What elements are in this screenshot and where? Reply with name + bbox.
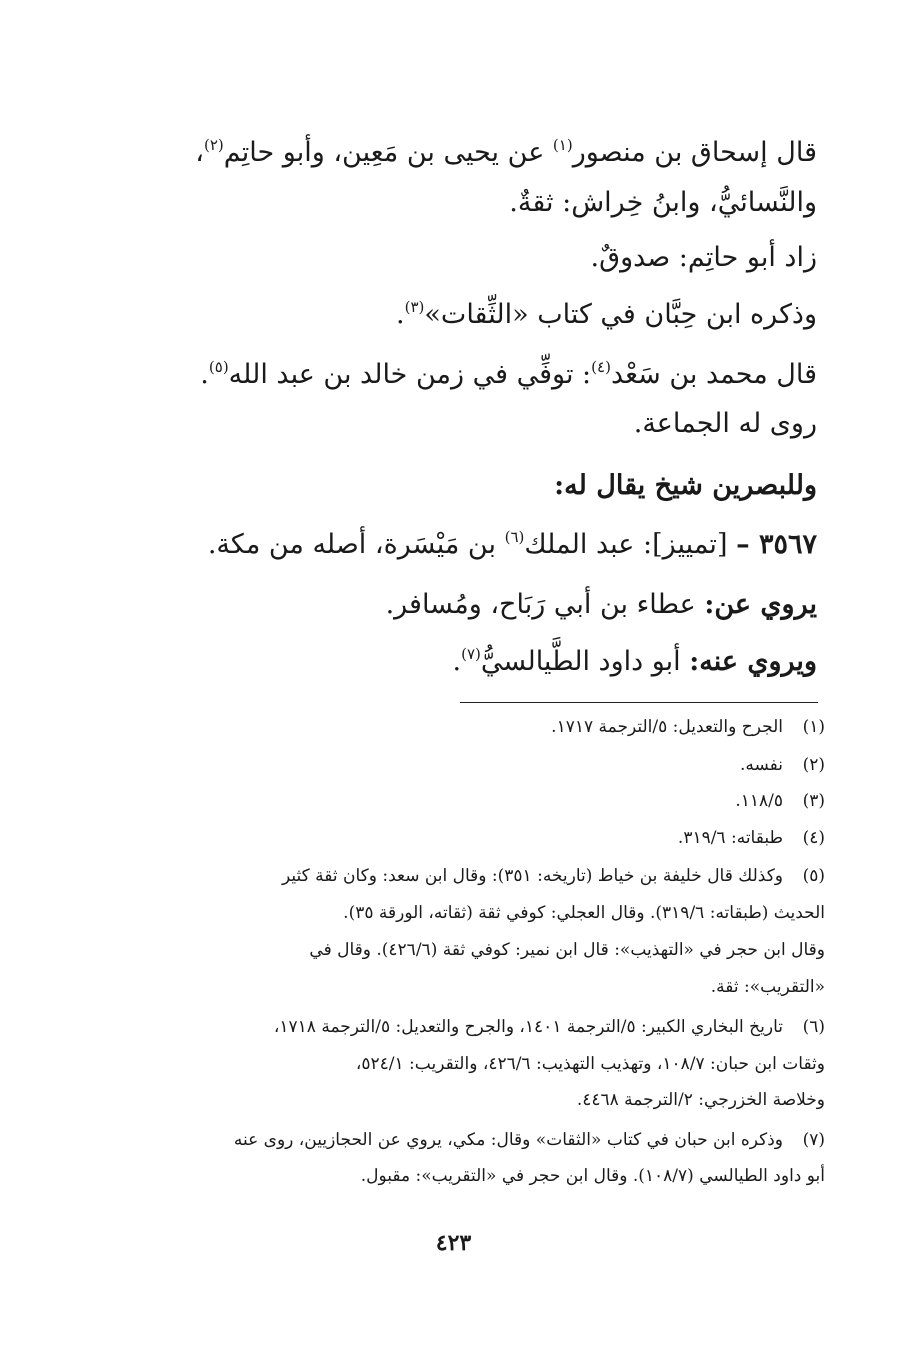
- footnote-7: [234, 1130, 825, 1150]
- footnote-text: نفسه.: [739, 755, 783, 775]
- footnote-6-line-3: [577, 1090, 825, 1110]
- text-span: : عبد الملك: [524, 529, 653, 560]
- text-span: .: [396, 299, 405, 330]
- narrates-from-label: يروي عن:: [704, 589, 817, 620]
- footnote-number: (٧): [802, 1130, 825, 1150]
- footnote-5: [282, 866, 825, 886]
- footnote-text: وذكره ابن حبان في كتاب «الثقات» وقال: مكي، يروي عن الحجازيين، روى عنه: [233, 1130, 783, 1150]
- footnote-3: [735, 791, 825, 811]
- footnote-ref-4[interactable]: (٤): [591, 358, 611, 376]
- narrates-from-line: [386, 589, 817, 620]
- entry-number: ٣٥٦٧ –: [736, 529, 817, 560]
- footnote-number: (٥): [802, 866, 825, 886]
- main-text: [107, 136, 817, 696]
- paragraph-line-5: [200, 358, 817, 390]
- footnote-ref-5[interactable]: (٥): [208, 358, 229, 376]
- footnote-text: طبقاته: ٣١٩/٦.: [677, 828, 783, 848]
- footnote-text: «التقريب»: ثقة.: [710, 977, 825, 997]
- footnote-6: [274, 1017, 825, 1037]
- footnote-text: ١١٨/٥.: [735, 791, 783, 811]
- paragraph-line-1: قال إسحاق بن منصور$^{(١)}$ عن يحيى بن مَعِين، وأبو حاتِم$^{(٢)}$،: [195, 136, 817, 168]
- footnote-number: (١): [802, 717, 825, 737]
- footnote-5-line-4: [711, 977, 825, 997]
- footnote-number: (٣): [802, 791, 825, 811]
- section-heading: وللبصرين شيخ يقال له:: [554, 470, 817, 501]
- footnote-5-line-2: [343, 903, 825, 923]
- text-span: قال محمد بن سَعْد: [610, 359, 817, 390]
- text-span: .: [200, 359, 209, 390]
- footnote-ref-2[interactable]: (٢): [203, 136, 224, 154]
- narrated-by-line: [453, 645, 817, 677]
- text-span: عطاء بن أبي رَبَاح، ومُسافر.: [385, 589, 705, 620]
- text-span: بن مَيْسَرة، أصله من مكة.: [207, 529, 505, 560]
- text-span: .: [452, 646, 462, 677]
- entry-line: [208, 528, 817, 560]
- footnote-ref-7[interactable]: (٧): [461, 645, 481, 663]
- paragraph-line-6: روى له الجماعة.: [633, 408, 817, 439]
- footnote-text: الجرح والتعديل: ٥/الترجمة ١٧١٧.: [551, 717, 783, 737]
- footnote-text: وكذلك قال خليفة بن خياط (تاريخه: ٣٥١): وقال ابن سعد: وكان ثقة كثير: [281, 866, 783, 886]
- footnote-text: وخلاصة الخزرجي: ٢/الترجمة ٤٤٦٨.: [576, 1090, 825, 1110]
- text-span: عن يحيى بن مَعِين، وأبو حاتِم: [223, 137, 553, 168]
- footnote-text: وثقات ابن حبان: ١٠٨/٧، وتهذيب التهذيب: ٤٢٦/٦، والتقريب: ٥٢٤/١،: [355, 1054, 825, 1074]
- text-span: وذكره ابن حِبَّان في كتاب «الثِّقات»: [424, 299, 817, 330]
- footnote-6-line-2: [356, 1054, 825, 1074]
- footnote-number: (٢): [802, 755, 825, 775]
- footnote-2: [740, 755, 825, 775]
- paragraph-line-2: والنَّسائيُّ، وابنُ خِراش: ثقةٌ.: [509, 187, 817, 218]
- page-number: ٤٢٣: [435, 1230, 472, 1256]
- footnote-divider: [460, 702, 818, 703]
- footnote-text: وقال ابن حجر في «التهذيب»: قال ابن نمير: كوفي ثقة (٤٢٦/٦). وقال في: [309, 940, 825, 960]
- text-span: أبو داود الطَّيالسيُّ: [480, 646, 690, 677]
- paragraph-line-3: زاد أبو حاتِم: صدوقٌ.: [590, 242, 817, 273]
- footnote-5-line-3: [309, 940, 825, 960]
- text-span: : توفِّي في زمن خالد بن عبد الله: [228, 359, 592, 390]
- footnote-number: (٤): [802, 828, 825, 848]
- footnote-text: تاريخ البخاري الكبير: ٥/الترجمة ١٤٠١، والجرح والتعديل: ٥/الترجمة ١٧١٨،: [273, 1017, 783, 1037]
- footnote-number: (٦): [802, 1017, 825, 1037]
- paragraph-line-4: [396, 298, 817, 330]
- footnote-text: أبو داود الطيالسي (١٠٨/٧). وقال ابن حجر في «التقريب»: مقبول.: [360, 1166, 825, 1186]
- entry-tag: [تمييز]: [652, 529, 728, 560]
- footnote-7-line-2: [361, 1166, 825, 1186]
- narrated-by-label: ويروي عنه:: [689, 646, 817, 677]
- footnote-ref-1[interactable]: (١): [552, 136, 573, 154]
- text-span: قال إسحاق بن منصور: [572, 137, 817, 168]
- footnote-ref-3[interactable]: (٣): [404, 298, 425, 316]
- footnote-4: [678, 828, 825, 848]
- footnote-ref-6[interactable]: (٦): [504, 528, 525, 546]
- footnote-1: [551, 717, 825, 737]
- footnote-text: الحديث (طبقاته: ٣١٩/٦). وقال العجلي: كوفي ثقة (ثقاته، الورقة ٣٥).: [343, 903, 825, 923]
